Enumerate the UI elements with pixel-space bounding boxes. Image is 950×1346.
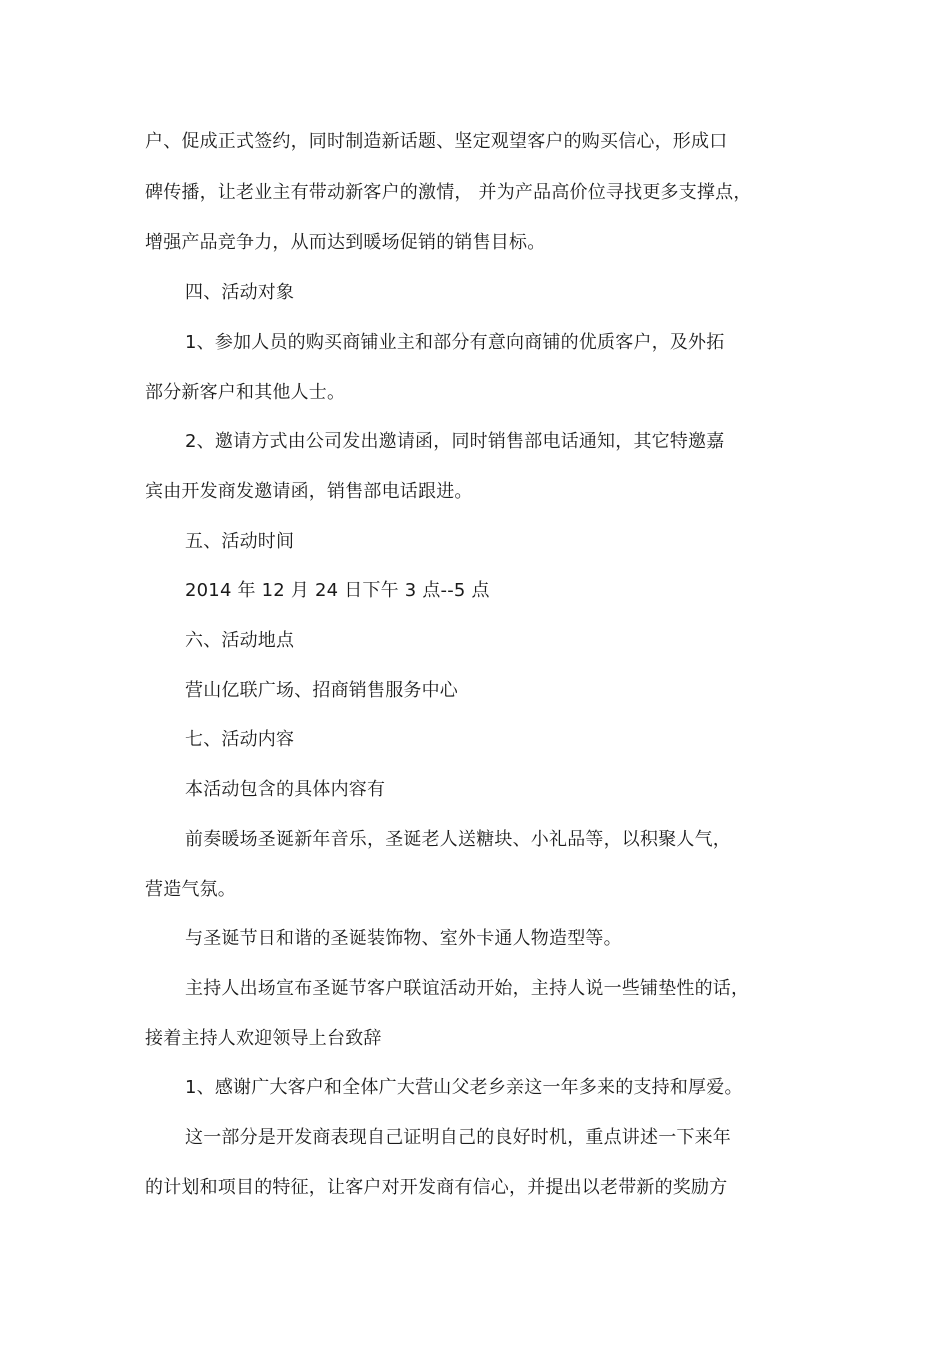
body-text-line: 增强产品竞争力，从而达到暖场促销的销售目标。	[145, 232, 546, 253]
body-text-line: 这一部分是开发商表现自己证明自己的良好时机，重点讲述一下来年	[185, 1127, 731, 1148]
body-text-line: 2、邀请方式由公司发出邀请函，同时销售部电话通知，其它特邀嘉	[185, 431, 725, 452]
body-text-line: 营山亿联广场、招商销售服务中心	[185, 680, 458, 701]
body-text-line: 前奏暖场圣诞新年音乐，圣诞老人送糖块、小礼品等，以积聚人气，	[185, 829, 731, 850]
section-heading: 五、活动时间	[185, 531, 295, 552]
section-heading: 六、活动地点	[185, 630, 295, 651]
body-text-line: 营造气氛。	[145, 879, 236, 900]
body-text-line: 主持人出场宣布圣诞节客户联谊活动开始，主持人说一些铺垫性的话，	[185, 978, 750, 999]
body-text-line: 接着主持人欢迎领导上台致辞	[145, 1028, 382, 1049]
section-heading: 七、活动内容	[185, 729, 295, 750]
body-text-line: 本活动包含的具体内容有	[185, 779, 386, 800]
body-text-line: 1、参加人员的购买商铺业主和部分有意向商铺的优质客户，及外拓	[185, 332, 725, 353]
body-text-line: 户、促成正式签约，同时制造新话题、坚定观望客户的购买信心，形成口	[145, 131, 728, 152]
body-text-line: 部分新客户和其他人士。	[145, 382, 346, 403]
body-text-line: 宾由开发商发邀请函，销售部电话跟进。	[145, 481, 473, 502]
body-text-line: 与圣诞节日和谐的圣诞装饰物、室外卡通人物造型等。	[185, 928, 622, 949]
body-text-line: 2014 年 12 月 24 日下午 3 点--5 点	[185, 580, 490, 601]
section-heading: 四、活动对象	[185, 282, 295, 303]
body-text-line: 1、感谢广大客户和全体广大营山父老乡亲这一年多来的支持和厚爱。	[185, 1077, 743, 1098]
body-text-line: 的计划和项目的特征，让客户对开发商有信心，并提出以老带新的奖励方	[145, 1177, 728, 1198]
body-text-line: 碑传播，让老业主有带动新客户的激情， 并为产品高价位寻找更多支撑点，	[145, 182, 752, 203]
